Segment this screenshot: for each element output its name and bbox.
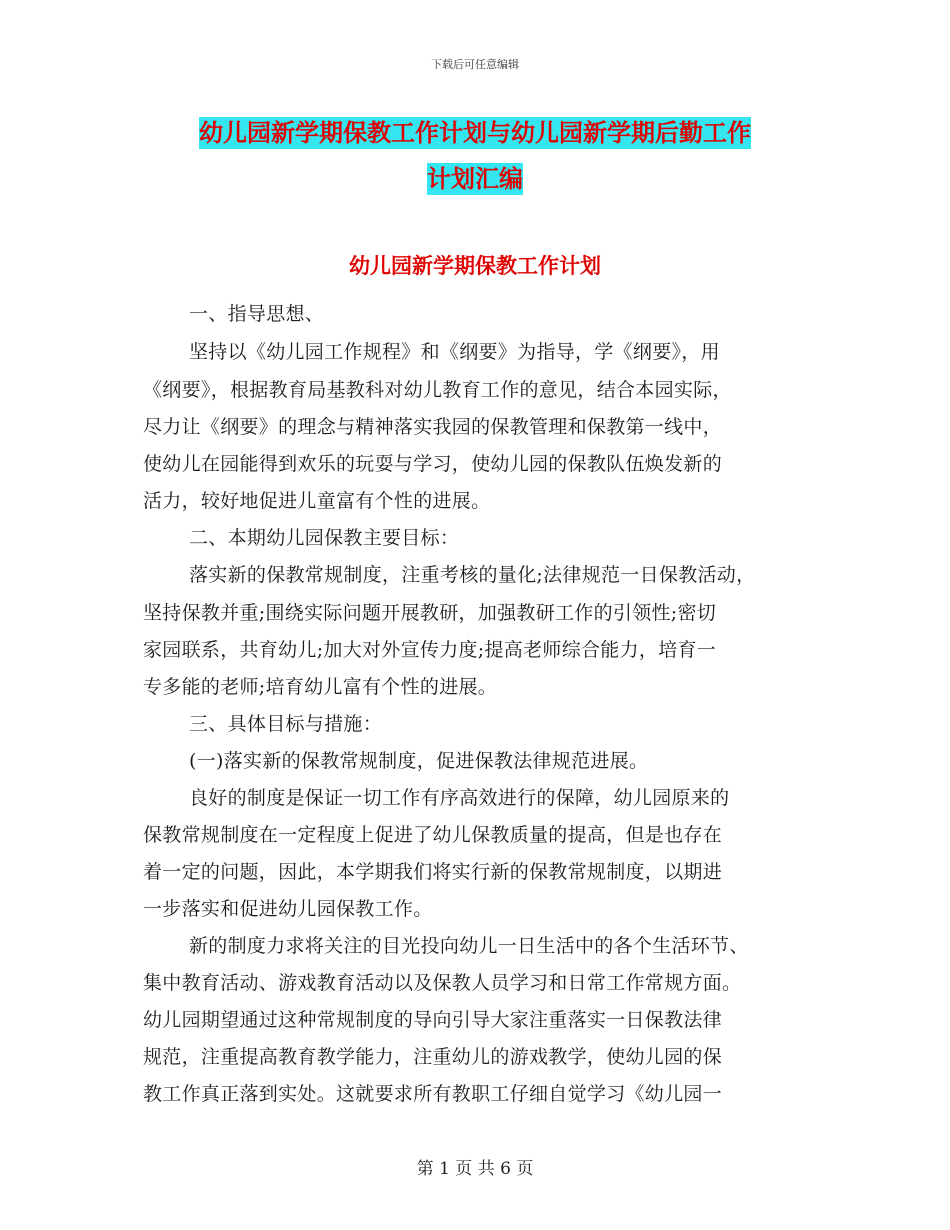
paragraph-line: 一步落实和促进幼儿园保教工作。 bbox=[143, 898, 433, 920]
heading-specific-measures: 三、具体目标与措施： bbox=[189, 713, 383, 735]
subheading-1: (一)落实新的保教常规制度，促进保教法律规范进展。 bbox=[189, 750, 649, 772]
paragraph-line: 教工作真正落到实处。这就要求所有教职工仔细自觉学习《幼儿园一 bbox=[143, 1083, 723, 1105]
main-title-line-2: 计划汇编 bbox=[427, 165, 523, 193]
heading-main-goals: 二、本期幼儿园保教主要目标： bbox=[189, 527, 460, 549]
paragraph-line: 使幼儿在园能得到欢乐的玩耍与学习，使幼儿园的保教队伍焕发新的 bbox=[143, 453, 723, 475]
section-title: 幼儿园新学期保教工作计划 bbox=[349, 254, 601, 278]
page-number-footer: 第 1 页 共 6 页 bbox=[416, 1159, 534, 1179]
paragraph-line: 《纲要》，根据教育局基教科对幼儿教育工作的意见，结合本园实际， bbox=[143, 379, 732, 401]
paragraph-line: 幼儿园期望通过这种常规制度的导向引导大家注重落实一日保教法律 bbox=[143, 1009, 723, 1031]
heading-guiding-ideology: 一、指导思想、 bbox=[189, 303, 325, 325]
paragraph-line: 家园联系，共育幼儿;加大对外宣传力度;提高老师综合能力，培育一 bbox=[143, 639, 717, 661]
paragraph-line: 保教常规制度在一定程度上促进了幼儿保教质量的提高，但是也存在 bbox=[143, 824, 723, 846]
paragraph-line: 新的制度力求将关注的目光投向幼儿一日生活中的各个生活环节、 bbox=[189, 935, 749, 957]
paragraph-line: 坚持保教并重;围绕实际问题开展教研，加强教研工作的引领性;密切 bbox=[143, 602, 717, 624]
paragraph-line: 坚持以《幼儿园工作规程》和《纲要》为指导，学《纲要》，用 bbox=[189, 341, 720, 363]
paragraph-line: 良好的制度是保证一切工作有序高效进行的保障，幼儿园原来的 bbox=[189, 787, 730, 809]
paragraph-line: 尽力让《纲要》的理念与精神落实我园的保教管理和保教第一线中， bbox=[143, 416, 723, 438]
paragraph-line: 专多能的老师;培育幼儿富有个性的进展。 bbox=[143, 676, 498, 698]
paragraph-line: 集中教育活动、游戏教育活动以及保教人员学习和日常工作常规方面。 bbox=[143, 972, 742, 994]
paragraph-line: 着一定的问题，因此，本学期我们将实行新的保教常规制度，以期进 bbox=[143, 861, 723, 883]
paragraph-line: 规范，注重提高教育教学能力，注重幼儿的游戏教学，使幼儿园的保 bbox=[143, 1046, 723, 1068]
main-title-line-1: 幼儿园新学期保教工作计划与幼儿园新学期后勤工作 bbox=[199, 119, 751, 147]
header-note: 下载后可任意编辑 bbox=[431, 58, 519, 71]
paragraph-line: 活力，较好地促进儿童富有个性的进展。 bbox=[143, 490, 491, 512]
paragraph-line: 落实新的保教常规制度，注重考核的量化;法律规范一日保教活动， bbox=[189, 564, 756, 586]
